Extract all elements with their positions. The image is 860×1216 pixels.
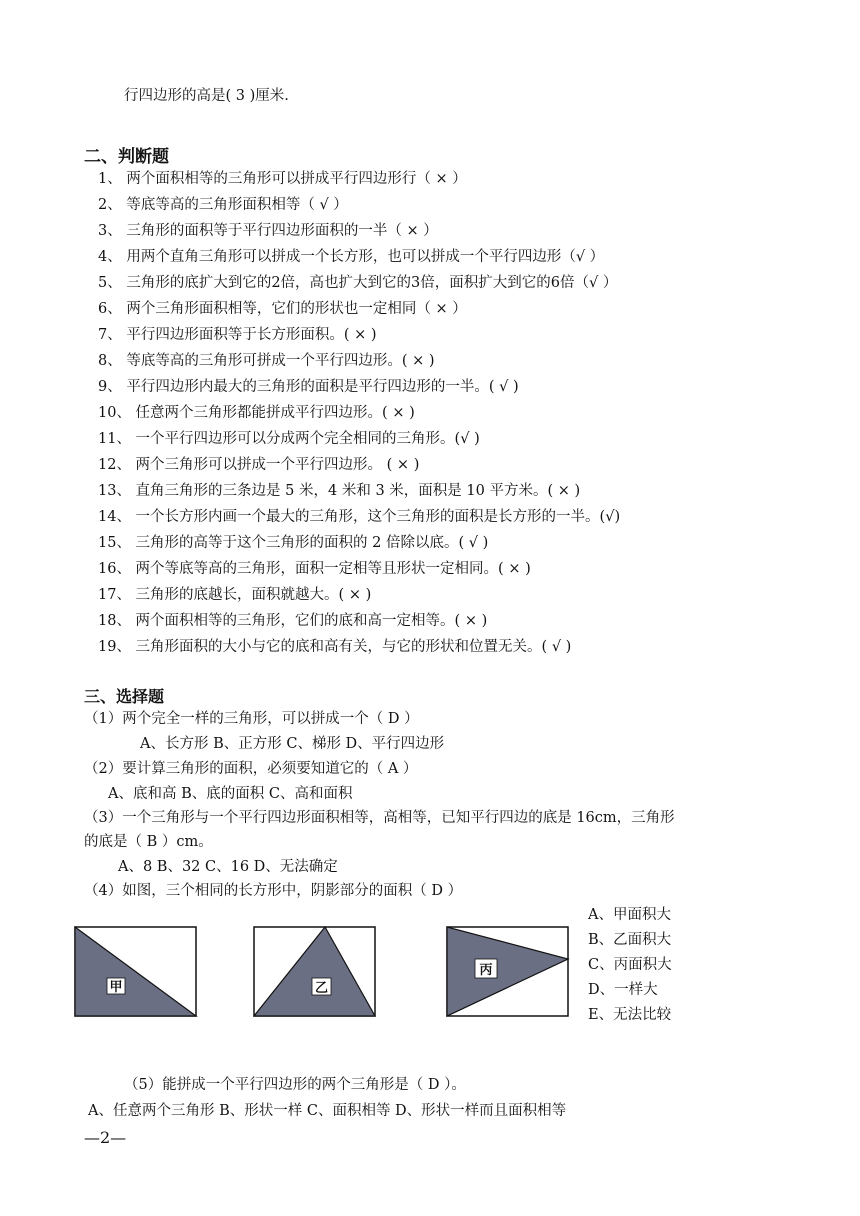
q1-options: A、长方形 B、正方形 C、梯形 D、平行四边形 (140, 736, 445, 752)
judge-item: 19、 三角形面积的大小与它的底和高有关，与它的形状和位置无关。( √ ) (98, 639, 572, 655)
judge-item: 3、 三角形的面积等于平行四边形面积的一半（ × ） (98, 223, 438, 239)
judge-item: 9、 平行四边形内最大的三角形的面积是平行四边形的一半。( √ ) (98, 379, 519, 395)
figure-yi (253, 926, 377, 1018)
judge-item: 8、 等底等高的三角形可拼成一个平行四边形。( × ) (98, 353, 435, 369)
jia-label: 甲 (109, 980, 123, 995)
q4-option-c: C、丙面积大 (588, 957, 672, 973)
judge-item: 10、 任意两个三角形都能拼成平行四边形。( × ) (98, 405, 415, 421)
q4-option-d: D、一样大 (588, 982, 658, 998)
judge-item: 6、 两个三角形面积相等，它们的形状也一定相同（ × ） (98, 301, 467, 317)
judge-item: 12、 两个三角形可以拼成一个平行四边形。 ( × ) (98, 457, 420, 473)
judge-item: 2、 等底等高的三角形面积相等（ √ ） (98, 197, 348, 213)
judge-item: 5、 三角形的底扩大到它的2倍，高也扩大到它的3倍，面积扩大到它的6倍（√ ） (98, 275, 618, 291)
judge-item: 7、 平行四边形面积等于长方形面积。( × ) (98, 327, 377, 343)
judge-item: 16、 两个等底等高的三角形，面积一定相等且形状一定相同。( × ) (98, 561, 531, 577)
page-number: —2— (84, 1128, 127, 1147)
judge-item: 1、 两个面积相等的三角形可以拼成平行四边形行（ × ） (98, 171, 467, 187)
q5-text: （5）能拼成一个平行四边形的两个三角形是（ D ）。 (124, 1077, 466, 1093)
judge-item: 13、 直角三角形的三条边是 5 米，4 米和 3 米，面积是 10 平方米。( × ) (98, 483, 581, 499)
q4-text: （4）如图，三个相同的长方形中，阴影部分的面积（ D ） (84, 883, 463, 899)
judge-item: 18、 两个面积相等的三角形，它们的底和高一定相等。( × ) (98, 613, 488, 629)
figure-bing (446, 926, 570, 1018)
bing-label: 丙 (479, 963, 493, 978)
judge-item: 4、 用两个直角三角形可以拼成一个长方形，也可以拼成一个平行四边形（√ ） (98, 249, 605, 265)
q4-option-e: E、无法比较 (588, 1007, 672, 1023)
q4-option-a: A、甲面积大 (588, 907, 671, 923)
q3-text-line2: 的底是（ B ）cm。 (84, 834, 213, 850)
intro-line: 行四边形的高是( 3 )厘米. (124, 88, 289, 104)
q2-text: （2）要计算三角形的面积，必须要知道它的（ A ） (84, 761, 418, 777)
q4-option-b: B、乙面积大 (588, 932, 672, 948)
q3-text-line1: （3）一个三角形与一个平行四边形面积相等，高相等，已知平行四边的底是 16cm，三角形 (84, 810, 675, 826)
judge-item: 11、 一个平行四边形可以分成两个完全相同的三角形。(√ ) (98, 431, 480, 447)
q2-options: A、底和高 B、底的面积 C、高和面积 (108, 786, 353, 802)
judge-item: 15、 三角形的高等于这个三角形的面积的 2 倍除以底。( √ ) (98, 535, 489, 551)
figure-jia (74, 926, 198, 1018)
judge-item: 14、 一个长方形内画一个最大的三角形，这个三角形的面积是长方形的一半。(√) (98, 509, 621, 525)
q3-options: A、8 B、32 C、16 D、无法确定 (118, 859, 338, 875)
q1-text: （1）两个完全一样的三角形，可以拼成一个（ D ） (84, 711, 419, 727)
q5-options: A、任意两个三角形 B、形状一样 C、面积相等 D、形状一样而且面积相等 (88, 1103, 567, 1119)
judge-item: 17、 三角形的底越长，面积就越大。( × ) (98, 587, 372, 603)
yi-label: 乙 (314, 981, 329, 996)
section2-title: 二、判断题 (84, 147, 169, 167)
section3-title: 三、选择题 (84, 687, 165, 706)
